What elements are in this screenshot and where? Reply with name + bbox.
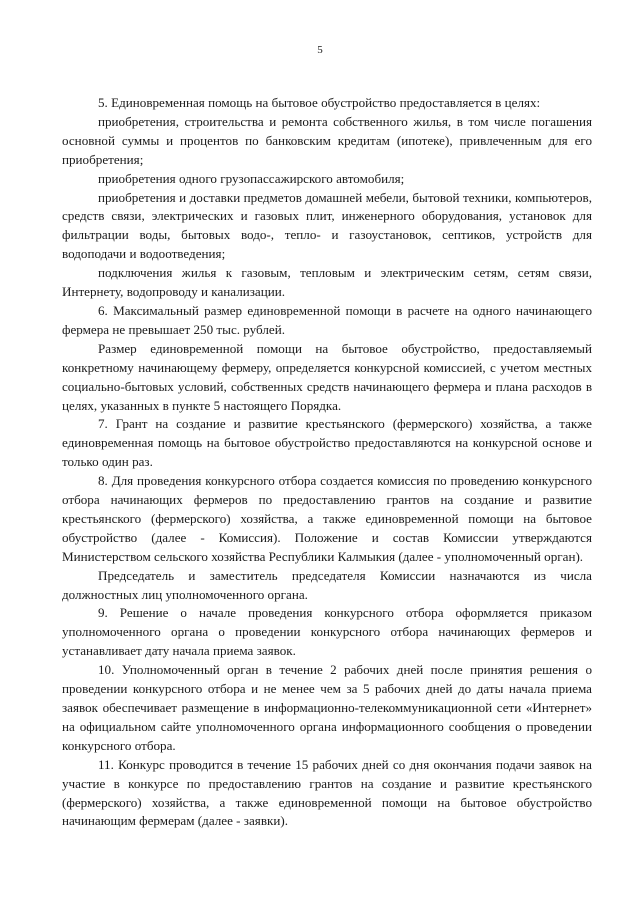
paragraph-5-intro: 5. Единовременная помощь на бытовое обустройство предоставляется в целях: (98, 95, 541, 110)
paragraph-5-housing: приобретения, строительства и ремонта собственного жилья, в том числе погашения основной суммы и процентов по банковским кредитам (ипотеке), привлеченным для его приобретения; (62, 113, 592, 167)
page-number: 5 (317, 44, 323, 56)
paragraph-8: 8. Для проведения конкурсного отбора создается комиссия по проведению конкурсного отбора начинающих фермеров по предоставлению грантов на создание и развитие крестьянского (фермерского) хозяйства, а также единовременной помощи на бытовое обустройство (далее - Комиссия). Положение и состав Комиссии утверждаются Министерством сельского хозяйства Республики Калмыкия (далее - уполномоченный орган). (62, 473, 592, 564)
paragraph-10: 10. Уполномоченный орган в течение 2 рабочих дней после принятия решения о проведении конкурсного отбора и не менее чем за 5 рабочих дней до даты начала приема заявок обеспечивает размещение в информационно-телекоммуникационной сети «Интернет» на официальном сайте уполномоченного органа информационного сообщения о проведении конкурсного отбора. (62, 662, 592, 753)
paragraph-5-household-goods: приобретения и доставки предметов домашней мебели, бытовой техники, компьютеров, средств связи, электрических и газовых плит, инженерного оборудования, установок для фильтрации воды, бытовых водо-, тепло- и газоустановок, септиков, устройств для водоподачи и водоотведения; (62, 189, 592, 262)
paragraph-11: 11. Конкурс проводится в течение 15 рабочих дней со дня окончания подачи заявок на участие в конкурсе по предоставлению грантов на создание и развитие крестьянского (фермерского) хозяйства, а также единовременной помощи на бытовое обустройство начинающим фермерам (далее - заявки). (62, 756, 592, 829)
paragraph-6-amount-determination: Размер единовременной помощи на бытовое обустройство, предоставляемый конкретному начинающему фермеру, определяется конкурсной комиссией, с учетом местных социально-бытовых условий, собственных средств начинающего фермера и плана расходов в целях, указанных в пункте 5 настоящего Порядка. (62, 340, 592, 413)
paragraph-5-utilities: подключения жилья к газовым, тепловым и электрическим сетям, сетям связи, Интернету, водопроводу и канализации. (62, 265, 592, 300)
document-body (62, 94, 592, 831)
paragraph-6-max-amount: 6. Максимальный размер единовременной помощи в расчете на одного начинающего фермера не превышает 250 тыс. рублей. (62, 302, 592, 337)
paragraph-8-chairman: Председатель и заместитель председателя Комиссии назначаются из числа должностных лиц уполномоченного органа. (62, 567, 592, 602)
paragraph-7: 7. Грант на создание и развитие крестьянского (фермерского) хозяйства, а также единовременная помощь на бытовое обустройство предоставляются на конкурсной основе и только один раз. (62, 416, 592, 470)
paragraph-9: 9. Решение о начале проведения конкурсного отбора оформляется приказом уполномоченного органа о проведении конкурсного отбора начинающих фермеров и устанавливает дату начала приема заявок. (62, 605, 592, 659)
paragraph-5-vehicle: приобретения одного грузопассажирского автомобиля; (98, 170, 405, 186)
